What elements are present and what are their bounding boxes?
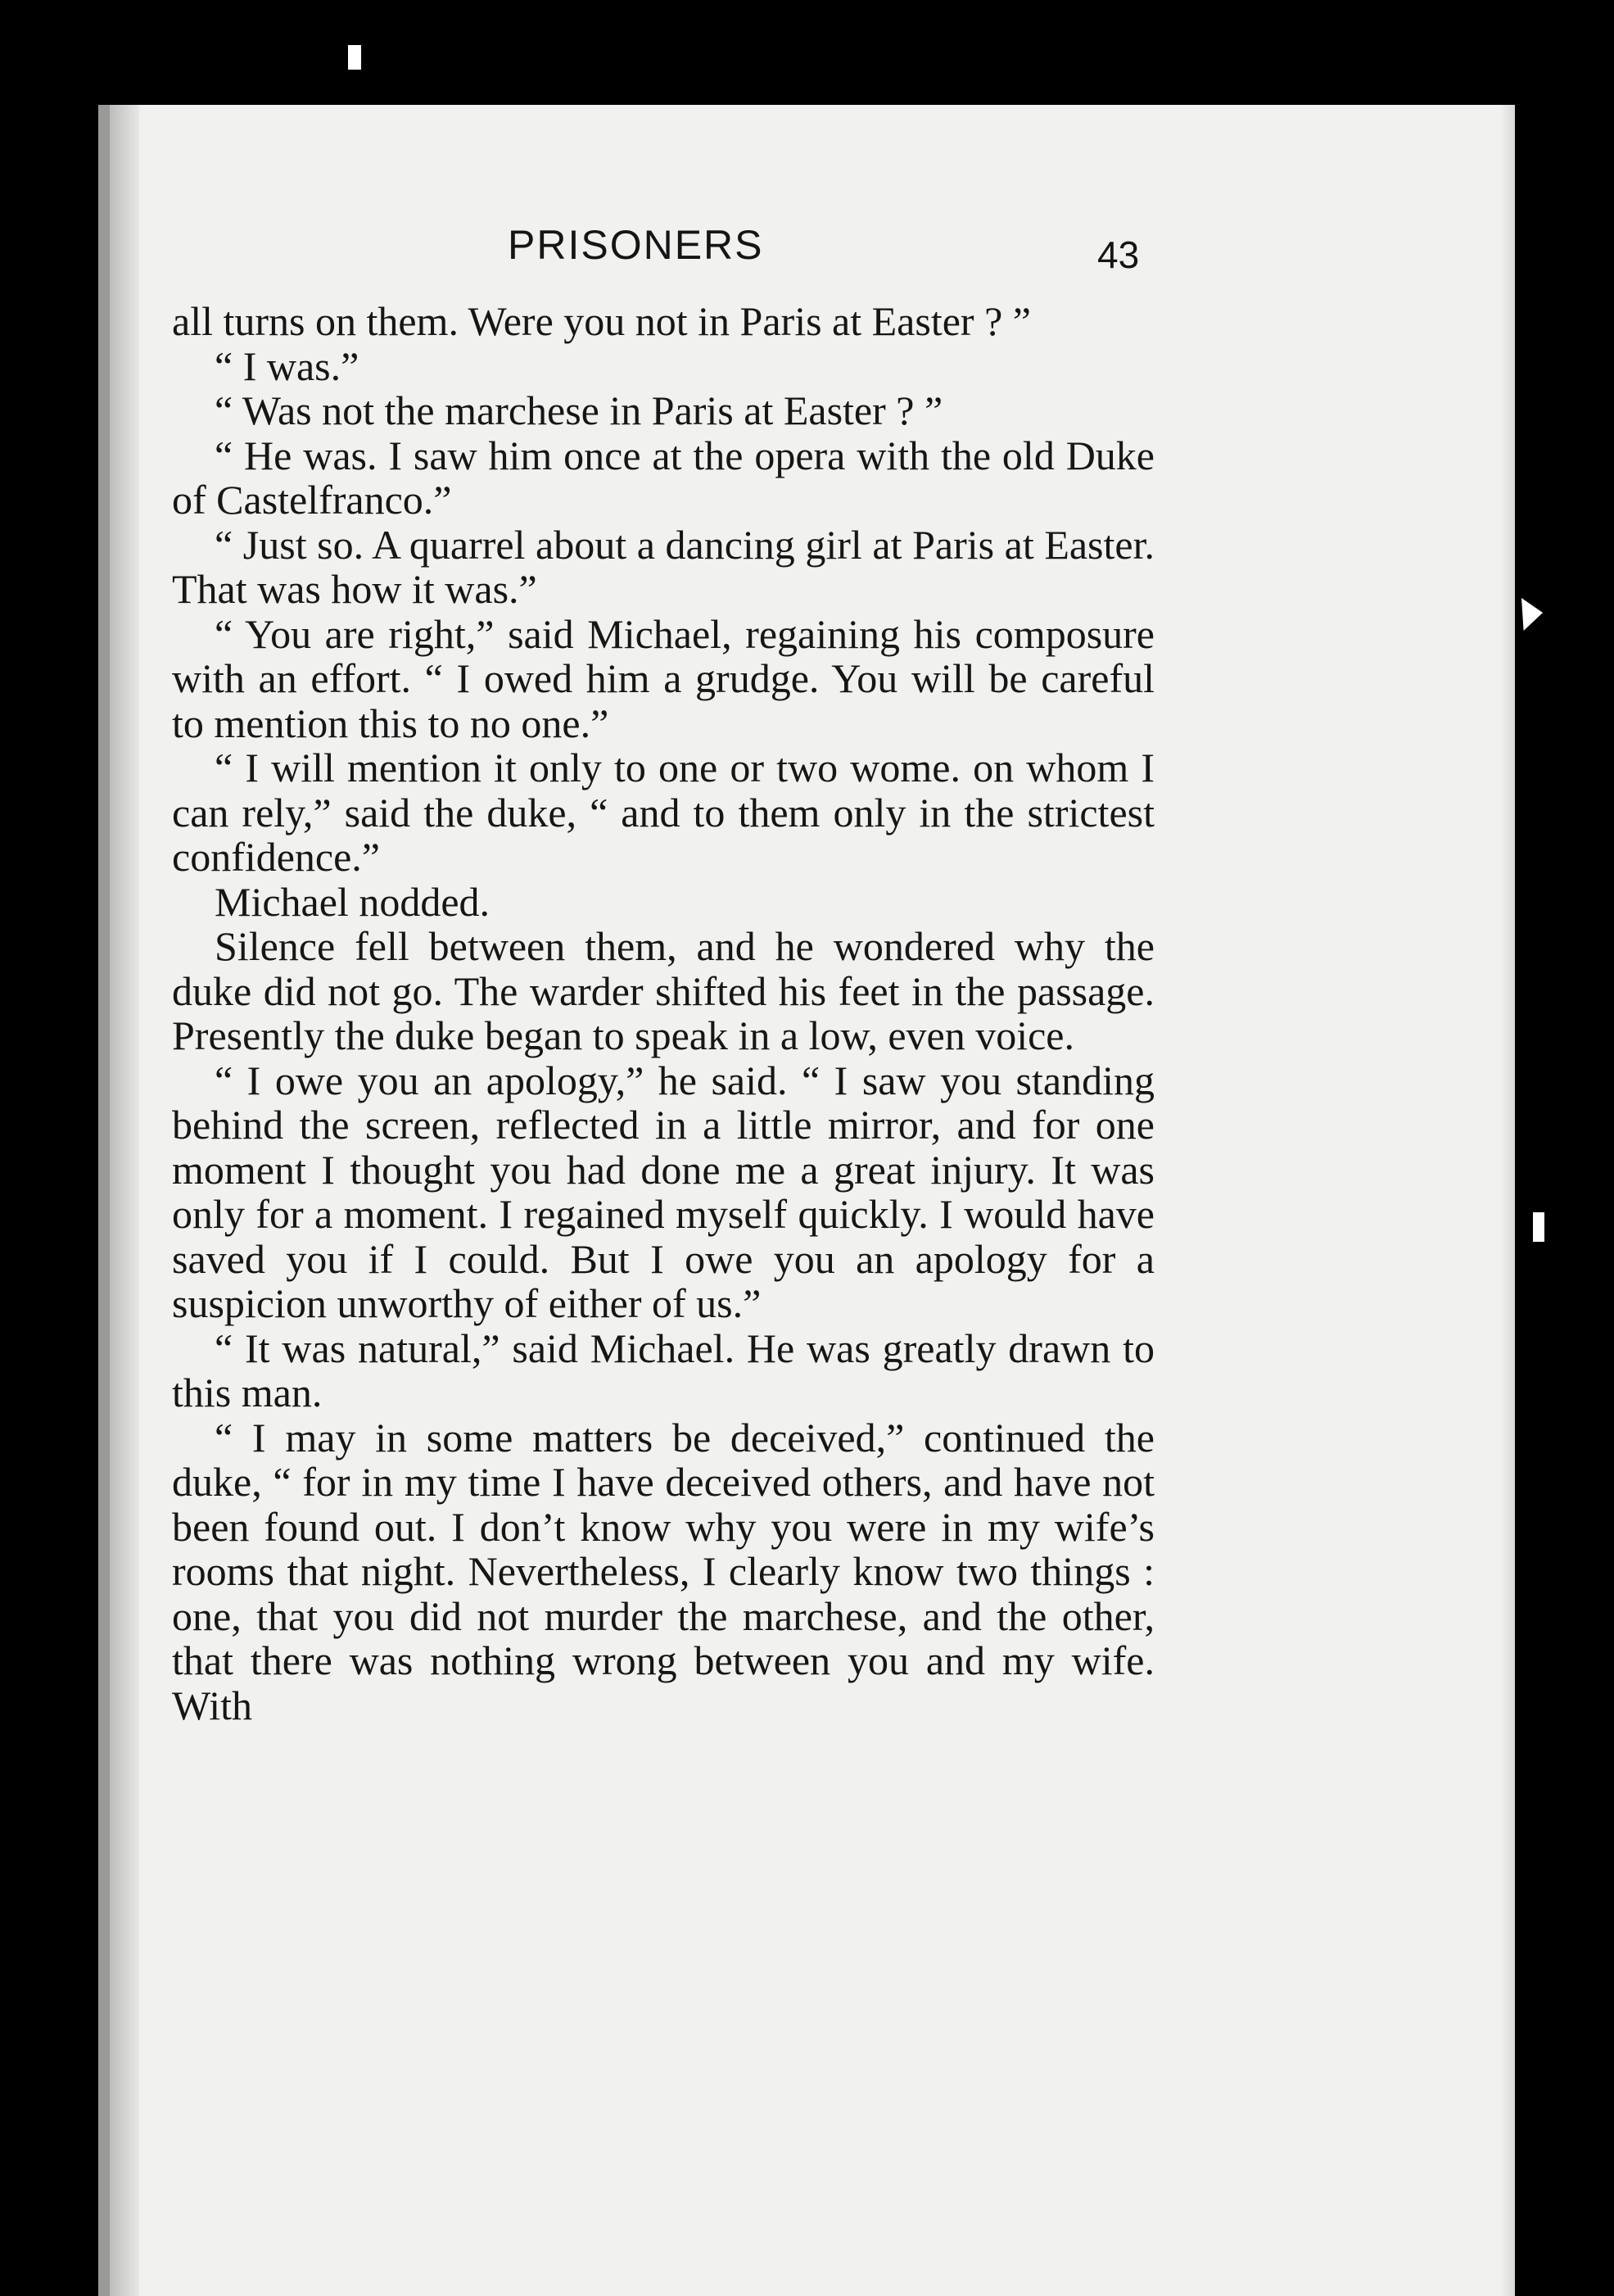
page-gutter-shadow (110, 105, 139, 2296)
paragraph: Silence fell between them, and he wondered why the duke did not go. The warder shifted his feet in the passage. Presently the duke began to speak in a low, even voice. (172, 923, 1155, 1058)
paragraph: “ He was. I saw him once at the opera with the old Duke of Castelfranco.” (172, 432, 1155, 523)
paragraph: “ I was.” (215, 342, 359, 389)
body-text (172, 299, 1155, 1728)
page-number: 43 (1097, 233, 1140, 276)
paragraph: “ I may in some matters be deceived,” continued the duke, “ for in my time I have deceived others, and have not been found out. I don’t know why you were in my wife’s rooms that night. Nevertheless, I clearly know two things : one, that you did not murder the marchese, and the other, that there was nothing wrong between you and my wife. With (172, 1414, 1155, 1728)
paragraph: “ It was natural,” said Michael. He was greatly drawn to this man. (172, 1325, 1155, 1415)
paragraph: Michael nodded. (215, 878, 491, 925)
paragraph: “ I owe you an apology,” he said. “ I saw you standing behind the screen, reflected in a little mirror, and for one moment I thought you had done me a great injury. It was only for a moment. I regained myself quickly. I would have saved you if I could. But I owe you an apology for a suspicion unworthy of either of us.” (172, 1057, 1155, 1326)
paragraph: “ I will mention it only to one or two wome. on whom I can rely,” said the duke, “ and to them only in the strictest confidence.” (172, 745, 1155, 880)
paragraph: “ You are right,” said Michael, regaining his composure with an effort. “ I owed him a grudge. You will be careful to mention this to no one.” (172, 610, 1155, 746)
scan-speck (1521, 598, 1543, 631)
paragraph: all turns on them. Were you not in Paris at Easter ? ” (172, 298, 1031, 344)
paragraph: “ Just so. A quarrel about a dancing girl at Paris at Easter. That was how it was.” (172, 521, 1155, 612)
paragraph: “ Was not the marchese in Paris at Easter ? ” (215, 387, 943, 433)
running-title: PRISONERS (508, 222, 764, 268)
scan-speck (1533, 1212, 1544, 1242)
page-edge-shadow (1500, 105, 1515, 2296)
scan-speck (348, 45, 361, 70)
